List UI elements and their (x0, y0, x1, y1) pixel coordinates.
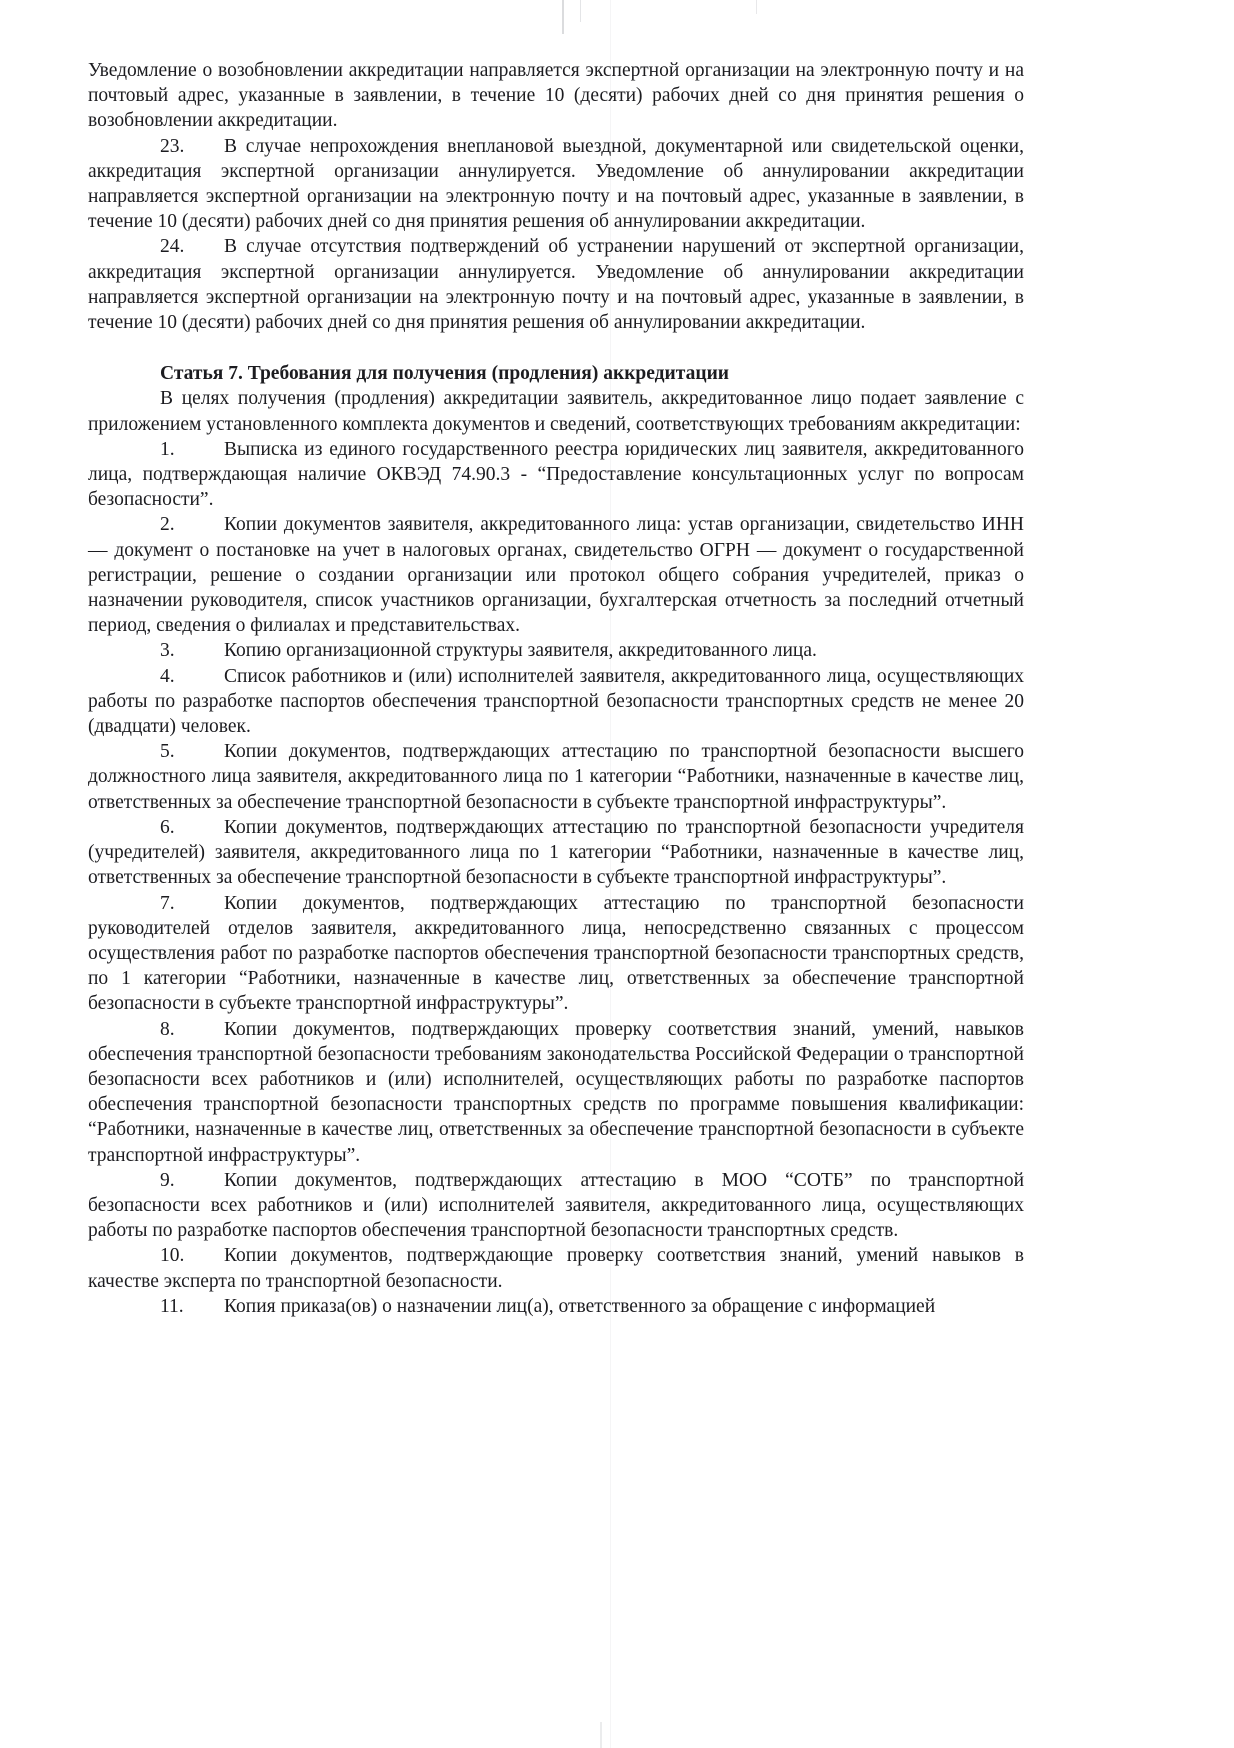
paragraph-text: Копии документов, подтверждающих аттестацию по транспортной безопасности высшего должностного лица заявителя, аккредитованного лица по 1 категории “Работники, назначенные в качестве лиц, ответственных за обеспечение транспортной безопасности в субъекте транспортной инфраструктуры”. (88, 741, 1024, 813)
paragraph-number: 24. (160, 236, 185, 258)
paragraph (88, 638, 1024, 663)
paragraph-number: 6. (160, 816, 175, 838)
paragraph-text: Копии документов, подтверждающие проверку соответствия знаний, умений навыков в качестве эксперта по транспортной безопасности. (88, 1245, 1024, 1292)
document-body (88, 58, 1024, 1319)
paragraph-number: 8. (160, 1018, 175, 1040)
paragraph-text: Копии документов, подтверждающих аттестацию по транспортной безопасности учредителя (учредителей) заявителя, аккредитованного лица по 1 категории “Работники, назначенные в качестве лиц, ответственных за обеспечение транспортной безопасности в субъекте транспортной инфраструктуры”. (88, 816, 1024, 889)
paragraph-number: 7. (160, 892, 175, 914)
paragraph-text: Список работников и (или) исполнителей заявителя, аккредитованного лица, осуществляющих работы по разработке паспортов обеспечения транспортной безопасности транспортных средств не менее 20 (двадцати) человек. (88, 665, 1024, 738)
paragraph (88, 134, 1024, 235)
paragraph-text: Копии документов, подтверждающих аттестацию в МОО “СОТБ” по транспортной безопасности всех работников и (или) исполнителей заявителя, аккредитованного лица, осуществляющих работы по разработке паспортов обеспечения транспортной безопасности транспортных средств. (88, 1169, 1024, 1242)
paragraph (88, 815, 1024, 891)
paragraph-text: Статья 7. Требования для получения (продления) аккредитации (160, 363, 730, 385)
paragraph (88, 386, 1024, 436)
paragraph (88, 234, 1024, 335)
paragraph-text: Копию организационной структуры заявителя, аккредитованного лица. (224, 640, 817, 662)
section-heading (88, 361, 1024, 386)
paragraph-number: 5. (160, 741, 175, 763)
scan-artifact (600, 1722, 602, 1748)
paragraph-text: Копии документов заявителя, аккредитованного лица: устав организации, свидетельство ИНН — документ о постановке на учет в налоговых органах, свидетельство ОГРН — документ о государственной регистрации, решение о создании организации или протокол общего собрания учредителей, приказ о назначении руководителя, список участников организации, бухгалтерская отчетность за последний отчетный период, сведения о филиалах и представительствах. (88, 514, 1024, 637)
paragraph-number: 23. (160, 135, 185, 157)
paragraph-number: 11. (160, 1295, 184, 1317)
paragraph-number: 4. (160, 665, 175, 687)
paragraph-text: В случае отсутствия подтверждений об устранении нарушений от экспертной организации, аккредитация экспертной организации аннулируется. Уведомление об аннулировании аккредитации направляется экспертной организации на электронную почту и на почтовый адрес, указанные в заявлении, в течение 10 (десяти) рабочих дней со дня принятия решения об аннулировании аккредитации. (88, 236, 1024, 334)
paragraph-text: Выписка из единого государственного реестра юридических лиц заявителя, аккредитованного лица, подтверждающая наличие ОКВЭД 74.90.3 - “Предоставление консультационных услуг по вопросам безопасности”. (88, 438, 1024, 511)
paragraph-number: 9. (160, 1169, 175, 1191)
paragraph-text: Копия приказа(ов) о назначении лиц(а), ответственного за обращение с информацией (224, 1295, 936, 1317)
paragraph-number: 10. (160, 1245, 185, 1267)
paragraph (88, 58, 1024, 134)
paragraph (88, 891, 1024, 1017)
paragraph-text: Копии документов, подтверждающих проверку соответствия знаний, умений, навыков обеспечения транспортной безопасности требованиям законодательства Российской Федерации о транспортной безопасности всех работников и (или) исполнителей, осуществляющих работы по разработке паспортов обеспечения транспортной безопасности транспортных средств по программе повышения квалификации: “Работники, назначенные в качестве лиц, ответственных за обеспечение транспортной безопасности в субъекте транспортной инфраструктуры”. (88, 1018, 1024, 1166)
scan-artifact (562, 0, 564, 34)
paragraph-number: 3. (160, 640, 175, 662)
paragraph-text: В случае непрохождения внеплановой выездной, документарной или свидетельской оценки, аккредитация экспертной организации аннулируется. Уведомление об аннулировании аккредитации направляется экспертной организации на электронную почту и на почтовый адрес, указанные в заявлении, в течение 10 (десяти) рабочих дней со дня принятия решения об аннулировании аккредитации. (88, 135, 1024, 233)
scan-artifact (580, 0, 581, 22)
paragraph-number: 2. (160, 514, 175, 536)
paragraph (88, 739, 1024, 815)
paragraph-number: 1. (160, 438, 175, 460)
paragraph (88, 512, 1024, 638)
paragraph (88, 1294, 1024, 1319)
paragraph (88, 664, 1024, 740)
paragraph-text: В целях получения (продления) аккредитации заявитель, аккредитованное лицо подает заявление с приложением установленного комплекта документов и сведений, соответствующих требованиям аккредитации: (88, 388, 1024, 435)
scan-artifact (756, 0, 757, 14)
paragraph (88, 1243, 1024, 1293)
paragraph (88, 1017, 1024, 1168)
paragraph-text: Копии документов, подтверждающих аттестацию по транспортной безопасности руководителей отделов заявителя, аккредитованного лица, непосредственно связанных с процессом осуществления работ по разработке паспортов обеспечения транспортной безопасности транспортных средств, по 1 категории “Работники, назначенные в качестве лиц, ответственных за обеспечение транспортной безопасности в субъекте транспортной инфраструктуры”. (88, 892, 1024, 1015)
paragraph (88, 1168, 1024, 1244)
paragraph-text: Уведомление о возобновлении аккредитации направляется экспертной организации на электронную почту и на почтовый адрес, указанные в заявлении, в течение 10 (десяти) рабочих дней со дня принятия решения о возобновлении аккредитации. (88, 60, 1024, 132)
paragraph (88, 437, 1024, 513)
